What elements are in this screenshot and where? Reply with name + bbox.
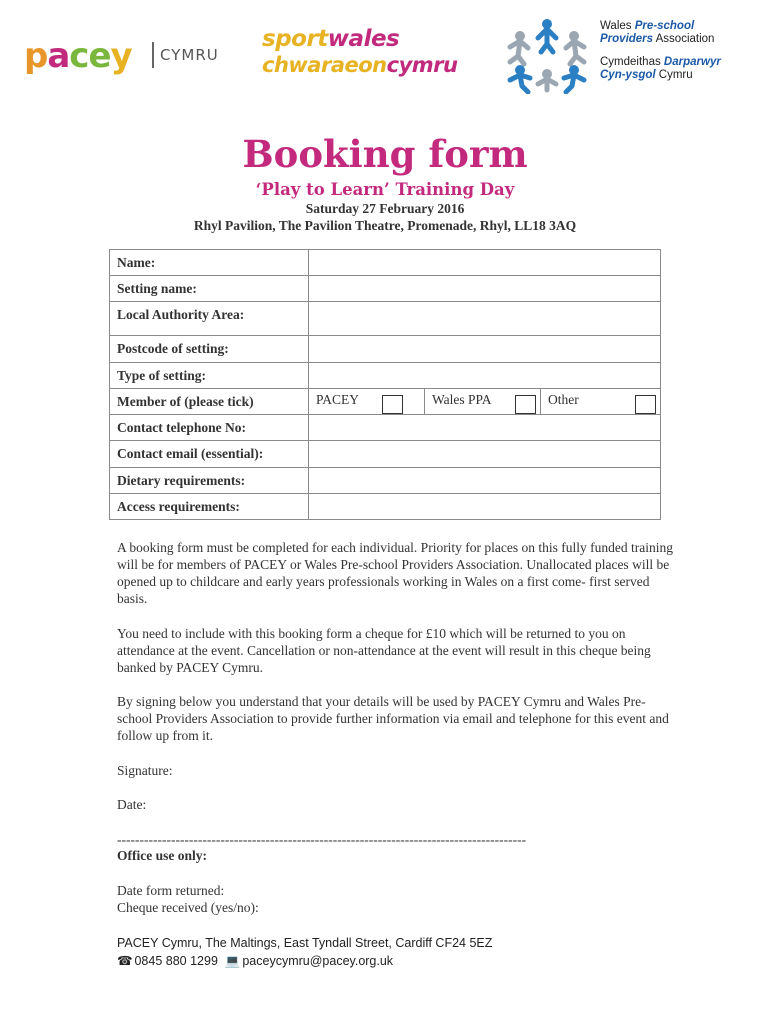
logo-divider [152, 42, 154, 68]
postcode-label: Postcode of setting: [110, 336, 309, 363]
pacey-cymru-text: CYMRU [160, 46, 219, 64]
name-label: Name: [110, 250, 309, 276]
pacey-letter: c [69, 36, 89, 76]
pacey-letter: p [24, 36, 48, 76]
form-row-access [110, 494, 661, 520]
option-pacey [309, 389, 425, 415]
email-label: Contact email (essential): [110, 441, 309, 468]
footer-address: PACEY Cymru, The Maltings, East Tyndall Street, Cardiff CF24 5EZ [117, 936, 493, 950]
priority-paragraph: A booking form must be completed for each individual. Priority for places on this fully funded training will be for members of PACEY or Wales Pre-school Providers Association. Unallocated places will be opened up to childcare and early years professionals working in Wales on a first come- first served basis. [117, 540, 674, 606]
date-label: Date: [117, 797, 147, 812]
pacey-letter: a [47, 36, 70, 76]
other-checkbox[interactable] [635, 395, 656, 414]
form-row-name [110, 250, 661, 276]
setting-name-field[interactable] [309, 276, 661, 302]
form-row-local-authority [110, 302, 661, 336]
pacey-letter: e [88, 36, 111, 76]
telephone-field[interactable] [309, 415, 661, 441]
cheque-received-label: Cheque received (yes/no): [117, 900, 259, 915]
option-other-label: Other [548, 392, 579, 407]
pacey-checkbox[interactable] [382, 395, 403, 414]
local-authority-label: Local Authority Area: [110, 302, 309, 336]
wppa-figures-icon [510, 19, 584, 92]
setting-name-label: Setting name: [110, 276, 309, 302]
form-row-setting [110, 276, 661, 302]
footer-phone: 0845 880 1299 [134, 954, 218, 968]
form-row-dietary [110, 468, 661, 494]
form-row-telephone [110, 415, 661, 441]
access-field[interactable] [309, 494, 661, 520]
telephone-icon: ☎ [117, 954, 133, 968]
event-subtitle: ‘Play to Learn’ Training Day [255, 180, 515, 199]
dietary-label: Dietary requirements: [110, 468, 309, 494]
wppa-children-circle-logo [500, 14, 594, 94]
postcode-field[interactable] [309, 336, 661, 363]
consent-paragraph: By signing below you understand that your details will be used by PACEY Cymru and Wales Pre-school Providers Association to provide further information via email and telephone for this event and follow up from it. [117, 694, 669, 743]
wales-ppa-checkbox[interactable] [515, 395, 536, 414]
form-row-type [110, 363, 661, 389]
email-field[interactable] [309, 441, 661, 468]
footer-email[interactable]: paceycymru@pacey.org.uk [242, 954, 394, 968]
event-date: Saturday 27 February 2016 [305, 201, 465, 216]
separator-line: ------------------------------------------------------------------------------------------- [117, 832, 527, 847]
type-of-setting-field[interactable] [309, 363, 661, 389]
pacey-letter: y [110, 36, 132, 76]
page-title: Booking form [242, 132, 528, 176]
logo-bar [0, 14, 770, 94]
access-label: Access requirements: [110, 494, 309, 520]
wppa-text-logo: Wales Pre-school Providers Association Cymdeithas Darparwyr Cyn-ysgol Cymru [600, 20, 721, 81]
sport-wales-logo [262, 26, 482, 86]
option-wppa-label: Wales PPA [432, 392, 492, 407]
pacey-cymru-logo [24, 36, 224, 76]
form-row-email [110, 441, 661, 468]
office-use-heading: Office use only: [117, 848, 207, 863]
pacey-wordmark [24, 36, 132, 76]
event-venue: Rhyl Pavilion, The Pavilion Theatre, Promenade, Rhyl, LL18 3AQ [193, 218, 577, 233]
form-row-postcode [110, 336, 661, 363]
telephone-label: Contact telephone No: [110, 415, 309, 441]
signature-label: Signature: [117, 763, 173, 778]
booking-form-table [109, 249, 661, 520]
dietary-field[interactable] [309, 468, 661, 494]
cheque-paragraph: You need to include with this booking form a cheque for £10 which will be returned to you on attendance at the event. Cancellation or non-attendance at the event will result in this cheque being banked by PACEY Cymru. [117, 626, 651, 675]
member-label: Member of (please tick) [110, 389, 309, 415]
name-field[interactable] [309, 250, 661, 276]
computer-icon: 💻 [224, 954, 241, 968]
sport-wales-line1: sportwales [262, 26, 400, 52]
option-pacey-label: PACEY [316, 392, 360, 407]
date-returned-label: Date form returned: [117, 883, 225, 898]
footer-contact [117, 953, 393, 969]
local-authority-field[interactable] [309, 302, 661, 336]
sport-wales-line2: chwaraeoncymru [262, 53, 458, 77]
type-of-setting-label: Type of setting: [110, 363, 309, 389]
